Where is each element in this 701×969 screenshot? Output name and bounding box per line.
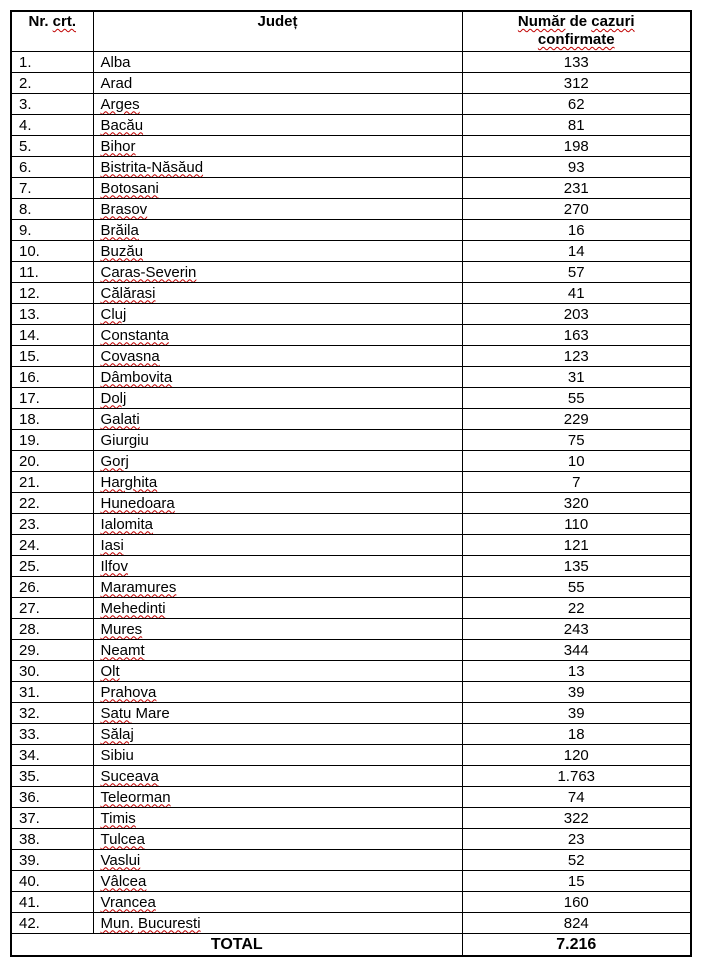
spellcheck-flagged-text: Bistrita-Năsăud [100, 158, 204, 176]
row-number-cell: 10. [11, 241, 93, 262]
table-row [11, 619, 691, 640]
table-row [11, 577, 691, 598]
table-row [11, 220, 691, 241]
confirmed-cases-cell: 1.763 [462, 766, 691, 787]
table-row [11, 304, 691, 325]
spellcheck-flagged-text: Vrancea [100, 893, 156, 911]
confirmed-cases-cell: 135 [462, 556, 691, 577]
row-number-cell: 22. [11, 493, 93, 514]
table-row [11, 367, 691, 388]
table-row [11, 199, 691, 220]
confirmed-cases-cell: 55 [462, 388, 691, 409]
confirmed-cases-cell: 344 [462, 640, 691, 661]
table-row [11, 451, 691, 472]
confirmed-cases-cell: 52 [462, 850, 691, 871]
total-row [11, 934, 691, 957]
confirmed-cases-cell: 18 [462, 724, 691, 745]
table-row [11, 136, 691, 157]
spellcheck-flagged-text: Suceava [100, 767, 159, 785]
county-name-cell [93, 724, 462, 745]
confirmed-cases-cell: 160 [462, 892, 691, 913]
row-number-cell: 12. [11, 283, 93, 304]
county-name-cell [93, 598, 462, 619]
confirmed-cases-cell: 322 [462, 808, 691, 829]
county-name-cell [93, 640, 462, 661]
confirmed-cases-cell: 93 [462, 157, 691, 178]
county-name-cell [93, 493, 462, 514]
spellcheck-flagged-text: Cluj [100, 305, 127, 323]
row-number-cell: 13. [11, 304, 93, 325]
spellcheck-flagged-text: Bacău [100, 116, 144, 134]
county-name-cell [93, 661, 462, 682]
county-name-cell [93, 787, 462, 808]
row-number-cell: 42. [11, 913, 93, 934]
table-row [11, 682, 691, 703]
spellcheck-flagged-text: Număr [517, 13, 566, 30]
row-number-cell: 21. [11, 472, 93, 493]
text-run: de [565, 13, 592, 30]
confirmed-cases-cell: 22 [462, 598, 691, 619]
county-name-cell [93, 829, 462, 850]
county-name-cell [93, 556, 462, 577]
county-name-cell [93, 52, 462, 73]
row-number-cell: 34. [11, 745, 93, 766]
county-name-cell [93, 325, 462, 346]
header-cases [462, 11, 691, 52]
county-name-cell [93, 808, 462, 829]
spellcheck-flagged-text: Bihor [100, 137, 136, 155]
table-row [11, 892, 691, 913]
spellcheck-flagged-text: Vâlcea [100, 872, 147, 890]
confirmed-cases-cell: 81 [462, 115, 691, 136]
spellcheck-flagged-text: confirmate [537, 31, 615, 48]
row-number-cell: 9. [11, 220, 93, 241]
county-name-cell [93, 367, 462, 388]
confirmed-cases-cell: 121 [462, 535, 691, 556]
county-name-cell [93, 430, 462, 451]
row-number-cell: 29. [11, 640, 93, 661]
county-name-cell [93, 850, 462, 871]
county-name-cell [93, 241, 462, 262]
county-name-cell [93, 73, 462, 94]
confirmed-cases-cell: 270 [462, 199, 691, 220]
confirmed-cases-cell: 203 [462, 304, 691, 325]
table-row [11, 661, 691, 682]
county-name-cell [93, 451, 462, 472]
spellcheck-flagged-text: Caras-Severin [100, 263, 197, 281]
table-row [11, 73, 691, 94]
row-number-cell: 11. [11, 262, 93, 283]
confirmed-cases-cell: 75 [462, 430, 691, 451]
county-name-cell [93, 745, 462, 766]
row-number-cell: 23. [11, 514, 93, 535]
county-name-cell [93, 514, 462, 535]
header-judet [93, 11, 462, 52]
county-name-cell [93, 535, 462, 556]
text-run: Mare [131, 704, 170, 722]
county-name-cell [93, 703, 462, 724]
county-name-cell [93, 136, 462, 157]
row-number-cell: 16. [11, 367, 93, 388]
table-row [11, 640, 691, 661]
header-row [11, 11, 691, 52]
confirmed-cases-cell: 41 [462, 283, 691, 304]
spellcheck-flagged-text: Arges [100, 95, 140, 113]
table-row [11, 388, 691, 409]
county-name-cell [93, 913, 462, 934]
confirmed-cases-cell: 198 [462, 136, 691, 157]
confirmed-cases-cell: 312 [462, 73, 691, 94]
row-number-cell: 18. [11, 409, 93, 430]
spellcheck-flagged-text: Mures [100, 620, 143, 638]
text-run: Giurgiu [100, 431, 149, 449]
row-number-cell: 15. [11, 346, 93, 367]
total-value: 7.216 [462, 934, 691, 957]
row-number-cell: 35. [11, 766, 93, 787]
confirmed-cases-cell: 229 [462, 409, 691, 430]
text-run: Alba [100, 53, 131, 71]
confirmed-cases-cell: 16 [462, 220, 691, 241]
table-row [11, 52, 691, 73]
spellcheck-flagged-text: Bucuresti [138, 914, 201, 932]
confirmed-cases-cell: 39 [462, 682, 691, 703]
text-run: Sibiu [100, 746, 134, 764]
confirmed-cases-cell: 57 [462, 262, 691, 283]
county-name-cell [93, 388, 462, 409]
table-row [11, 241, 691, 262]
confirmed-cases-cell: 14 [462, 241, 691, 262]
table-row [11, 850, 691, 871]
county-name-cell [93, 115, 462, 136]
row-number-cell: 1. [11, 52, 93, 73]
confirmed-cases-cell: 231 [462, 178, 691, 199]
spellcheck-flagged-text: cazuri [591, 13, 635, 30]
spellcheck-flagged-text: Satu [100, 704, 132, 722]
spellcheck-flagged-text: Harghita [100, 473, 158, 491]
text-run: Județ [257, 13, 298, 30]
row-number-cell: 24. [11, 535, 93, 556]
table-row [11, 745, 691, 766]
spellcheck-flagged-text: Covasna [100, 347, 160, 365]
row-number-cell: 36. [11, 787, 93, 808]
spellcheck-flagged-text: Galati [100, 410, 140, 428]
spellcheck-flagged-text: Brasov [100, 200, 148, 218]
confirmed-cases-cell: 74 [462, 787, 691, 808]
row-number-cell: 26. [11, 577, 93, 598]
confirmed-cases-cell: 15 [462, 871, 691, 892]
county-name-cell [93, 262, 462, 283]
confirmed-cases-cell: 133 [462, 52, 691, 73]
table-row [11, 724, 691, 745]
row-number-cell: 14. [11, 325, 93, 346]
confirmed-cases-cell: 120 [462, 745, 691, 766]
table-row [11, 115, 691, 136]
spellcheck-flagged-text: Olt [100, 662, 120, 680]
spellcheck-flagged-text: Dâmbovita [100, 368, 173, 386]
row-number-cell: 41. [11, 892, 93, 913]
row-number-cell: 27. [11, 598, 93, 619]
spellcheck-flagged-text: Vaslui [100, 851, 141, 869]
county-name-cell [93, 157, 462, 178]
spellcheck-flagged-text: Botosani [100, 179, 159, 197]
spellcheck-flagged-text: Iasi [100, 536, 124, 554]
confirmed-cases-cell: 320 [462, 493, 691, 514]
row-number-cell: 6. [11, 157, 93, 178]
header-cases-line2 [465, 31, 689, 49]
county-name-cell [93, 892, 462, 913]
county-name-cell [93, 283, 462, 304]
county-name-cell [93, 409, 462, 430]
table-row [11, 703, 691, 724]
county-name-cell [93, 871, 462, 892]
table-row [11, 157, 691, 178]
row-number-cell: 5. [11, 136, 93, 157]
row-number-cell: 40. [11, 871, 93, 892]
table-footer [11, 934, 691, 957]
spellcheck-flagged-text: Prahova [100, 683, 157, 701]
spellcheck-flagged-text: Dolj [100, 389, 127, 407]
table-body [11, 52, 691, 934]
row-number-cell: 19. [11, 430, 93, 451]
row-number-cell: 17. [11, 388, 93, 409]
county-name-cell [93, 619, 462, 640]
table-row [11, 766, 691, 787]
confirmed-cases-cell: 39 [462, 703, 691, 724]
spellcheck-flagged-text: Timis [100, 809, 136, 827]
row-number-cell: 31. [11, 682, 93, 703]
row-number-cell: 33. [11, 724, 93, 745]
confirmed-cases-cell: 13 [462, 661, 691, 682]
spellcheck-flagged-text: Teleorman [100, 788, 171, 806]
spellcheck-flagged-text: Mehedinti [100, 599, 166, 617]
table-row [11, 94, 691, 115]
table-row [11, 409, 691, 430]
table-row [11, 472, 691, 493]
county-name-cell [93, 577, 462, 598]
county-name-cell [93, 472, 462, 493]
header-cases-line1 [465, 13, 689, 31]
confirmed-cases-cell: 110 [462, 514, 691, 535]
confirmed-cases-cell: 243 [462, 619, 691, 640]
table-row [11, 346, 691, 367]
table-row [11, 283, 691, 304]
county-name-cell [93, 94, 462, 115]
confirmed-cases-table [10, 10, 692, 957]
county-name-cell [93, 766, 462, 787]
row-number-cell: 2. [11, 73, 93, 94]
spellcheck-flagged-text: Maramures [100, 578, 177, 596]
table-row [11, 871, 691, 892]
table-row [11, 430, 691, 451]
spellcheck-flagged-text: Neamt [100, 641, 145, 659]
text-run: Nr. [28, 13, 53, 30]
table-row [11, 787, 691, 808]
confirmed-cases-cell: 824 [462, 913, 691, 934]
row-number-cell: 38. [11, 829, 93, 850]
confirmed-cases-cell: 23 [462, 829, 691, 850]
row-number-cell: 30. [11, 661, 93, 682]
spellcheck-flagged-text: Hunedoara [100, 494, 175, 512]
text-run: Arad [100, 74, 133, 92]
row-number-cell: 7. [11, 178, 93, 199]
table-header [11, 11, 691, 52]
table-row [11, 598, 691, 619]
table-row [11, 178, 691, 199]
table-row [11, 556, 691, 577]
row-number-cell: 8. [11, 199, 93, 220]
spellcheck-flagged-text: Brăila [100, 221, 139, 239]
spellcheck-flagged-text: Gorj [100, 452, 129, 470]
confirmed-cases-cell: 123 [462, 346, 691, 367]
county-name-cell [93, 346, 462, 367]
row-number-cell: 3. [11, 94, 93, 115]
confirmed-cases-cell: 10 [462, 451, 691, 472]
table-row [11, 808, 691, 829]
table-row [11, 514, 691, 535]
spellcheck-flagged-text: Călărasi [100, 284, 156, 302]
table-row [11, 262, 691, 283]
confirmed-cases-cell: 31 [462, 367, 691, 388]
table-row [11, 325, 691, 346]
county-name-cell [93, 682, 462, 703]
spellcheck-flagged-text: Constanta [100, 326, 169, 344]
row-number-cell: 28. [11, 619, 93, 640]
spellcheck-flagged-text: Sălaj [100, 725, 134, 743]
spellcheck-flagged-text: Buzău [100, 242, 144, 260]
confirmed-cases-cell: 7 [462, 472, 691, 493]
row-number-cell: 39. [11, 850, 93, 871]
county-name-cell [93, 199, 462, 220]
confirmed-cases-cell: 62 [462, 94, 691, 115]
header-nr-crt [11, 11, 93, 52]
table-row [11, 829, 691, 850]
table-row [11, 535, 691, 556]
spellcheck-flagged-text: Tulcea [100, 830, 145, 848]
spellcheck-flagged-text: Ialomita [100, 515, 154, 533]
spellcheck-flagged-text: Ilfov [100, 557, 129, 575]
spellcheck-flagged-text: crt. [52, 13, 77, 30]
table-row [11, 913, 691, 934]
row-number-cell: 20. [11, 451, 93, 472]
row-number-cell: 37. [11, 808, 93, 829]
county-name-cell [93, 220, 462, 241]
spellcheck-flagged-text: Mun. [100, 914, 134, 932]
table-row [11, 493, 691, 514]
row-number-cell: 32. [11, 703, 93, 724]
row-number-cell: 25. [11, 556, 93, 577]
county-name-cell [93, 178, 462, 199]
total-label: TOTAL [11, 934, 462, 957]
confirmed-cases-cell: 55 [462, 577, 691, 598]
county-name-cell [93, 304, 462, 325]
confirmed-cases-cell: 163 [462, 325, 691, 346]
row-number-cell: 4. [11, 115, 93, 136]
